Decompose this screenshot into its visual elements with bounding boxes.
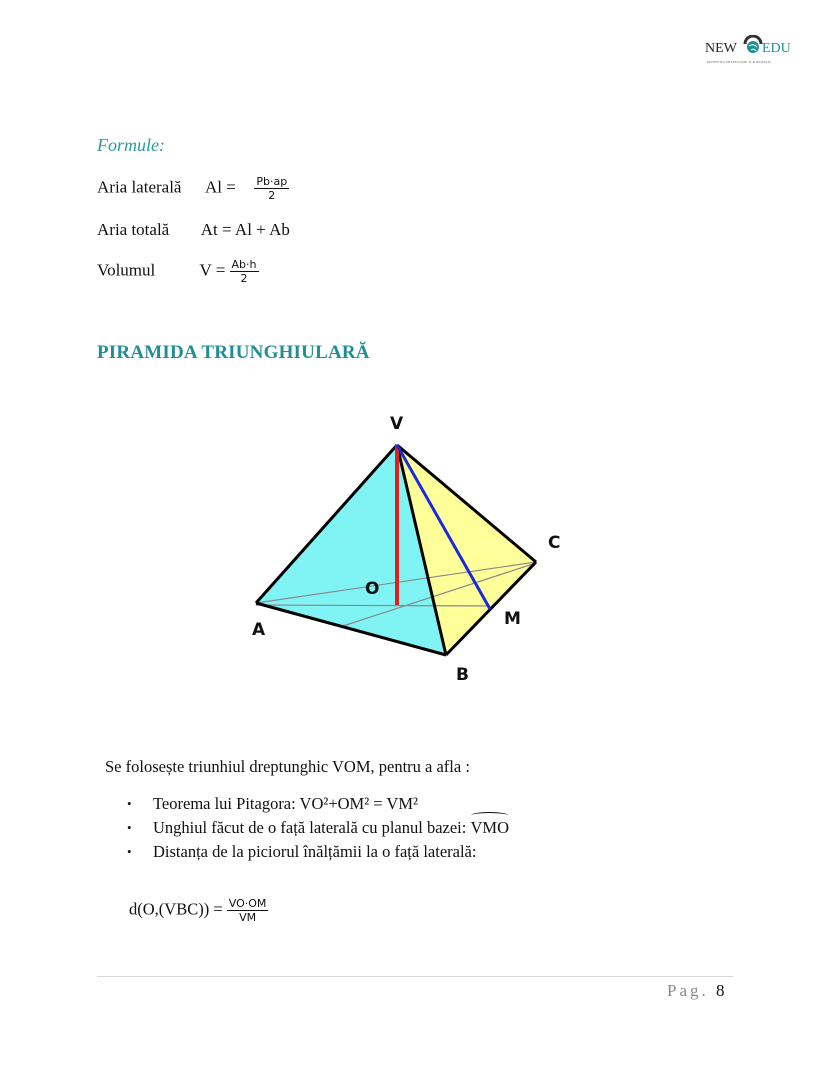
distance-formula: d(O,(VBC)) = $\frac{VO\cdot OM}{VM}$ — [129, 897, 267, 924]
section-title: PIRAMIDA TRIUNGHIULARĂ — [97, 342, 370, 363]
list-item: • Distanța de la piciorul înălțămii la o față laterală: — [127, 840, 509, 864]
label-o: O — [365, 579, 380, 599]
list-item: • Unghiul făcut de o față laterală cu planul bazei: VMO — [127, 816, 509, 840]
formula-total-area — [97, 220, 290, 240]
formulas-heading: Formule: — [97, 135, 165, 155]
bullet-icon: • — [127, 844, 132, 859]
formula-label: Aria totală — [97, 220, 170, 239]
label-a: A — [252, 620, 266, 640]
formula-lateral-area — [97, 175, 289, 202]
triangular-pyramid-figure — [240, 405, 590, 695]
formula-lhs: V = — [199, 260, 226, 280]
list-item: • Teorema lui Pitagora: VO²+OM² = VM² — [127, 792, 509, 816]
bullet-list — [127, 792, 509, 864]
label-m: M — [504, 609, 521, 629]
formula-label: Volumul — [97, 260, 156, 280]
page-number: Pag. 8 — [667, 981, 725, 1000]
logo-subtitle: INSTITUTUL DE EDUCAȚIE, IT & INOVAȚIE — [707, 60, 771, 64]
formula-expr: At = Al + Ab — [200, 220, 290, 239]
intro-text: Se folosește triunhiul dreptunghic VOM, pentru a afla : — [105, 757, 470, 776]
formula-label: Aria laterală — [97, 177, 182, 197]
bullet-icon: • — [127, 796, 132, 811]
label-c: C — [548, 533, 561, 553]
angle-notation: VMO — [470, 816, 509, 840]
label-b: B — [456, 665, 469, 685]
label-v: V — [390, 414, 404, 434]
formula-volume — [97, 258, 259, 285]
new-edu-logo — [705, 33, 795, 69]
fraction: $\frac{Ab\cdot h}{2}$ — [231, 258, 257, 285]
logo-text-new: NEW — [705, 41, 737, 56]
globe-icon — [743, 35, 763, 55]
logo-text-edu: EDU — [762, 41, 791, 56]
bullet-icon: • — [127, 820, 132, 835]
formula-lhs: Al = — [205, 177, 236, 197]
fraction: $\frac{VO\cdot OM}{VM}$ — [228, 897, 267, 924]
footer-divider — [97, 976, 733, 977]
fraction: $\frac{Pb\cdot ap}{2}$ — [256, 175, 288, 202]
